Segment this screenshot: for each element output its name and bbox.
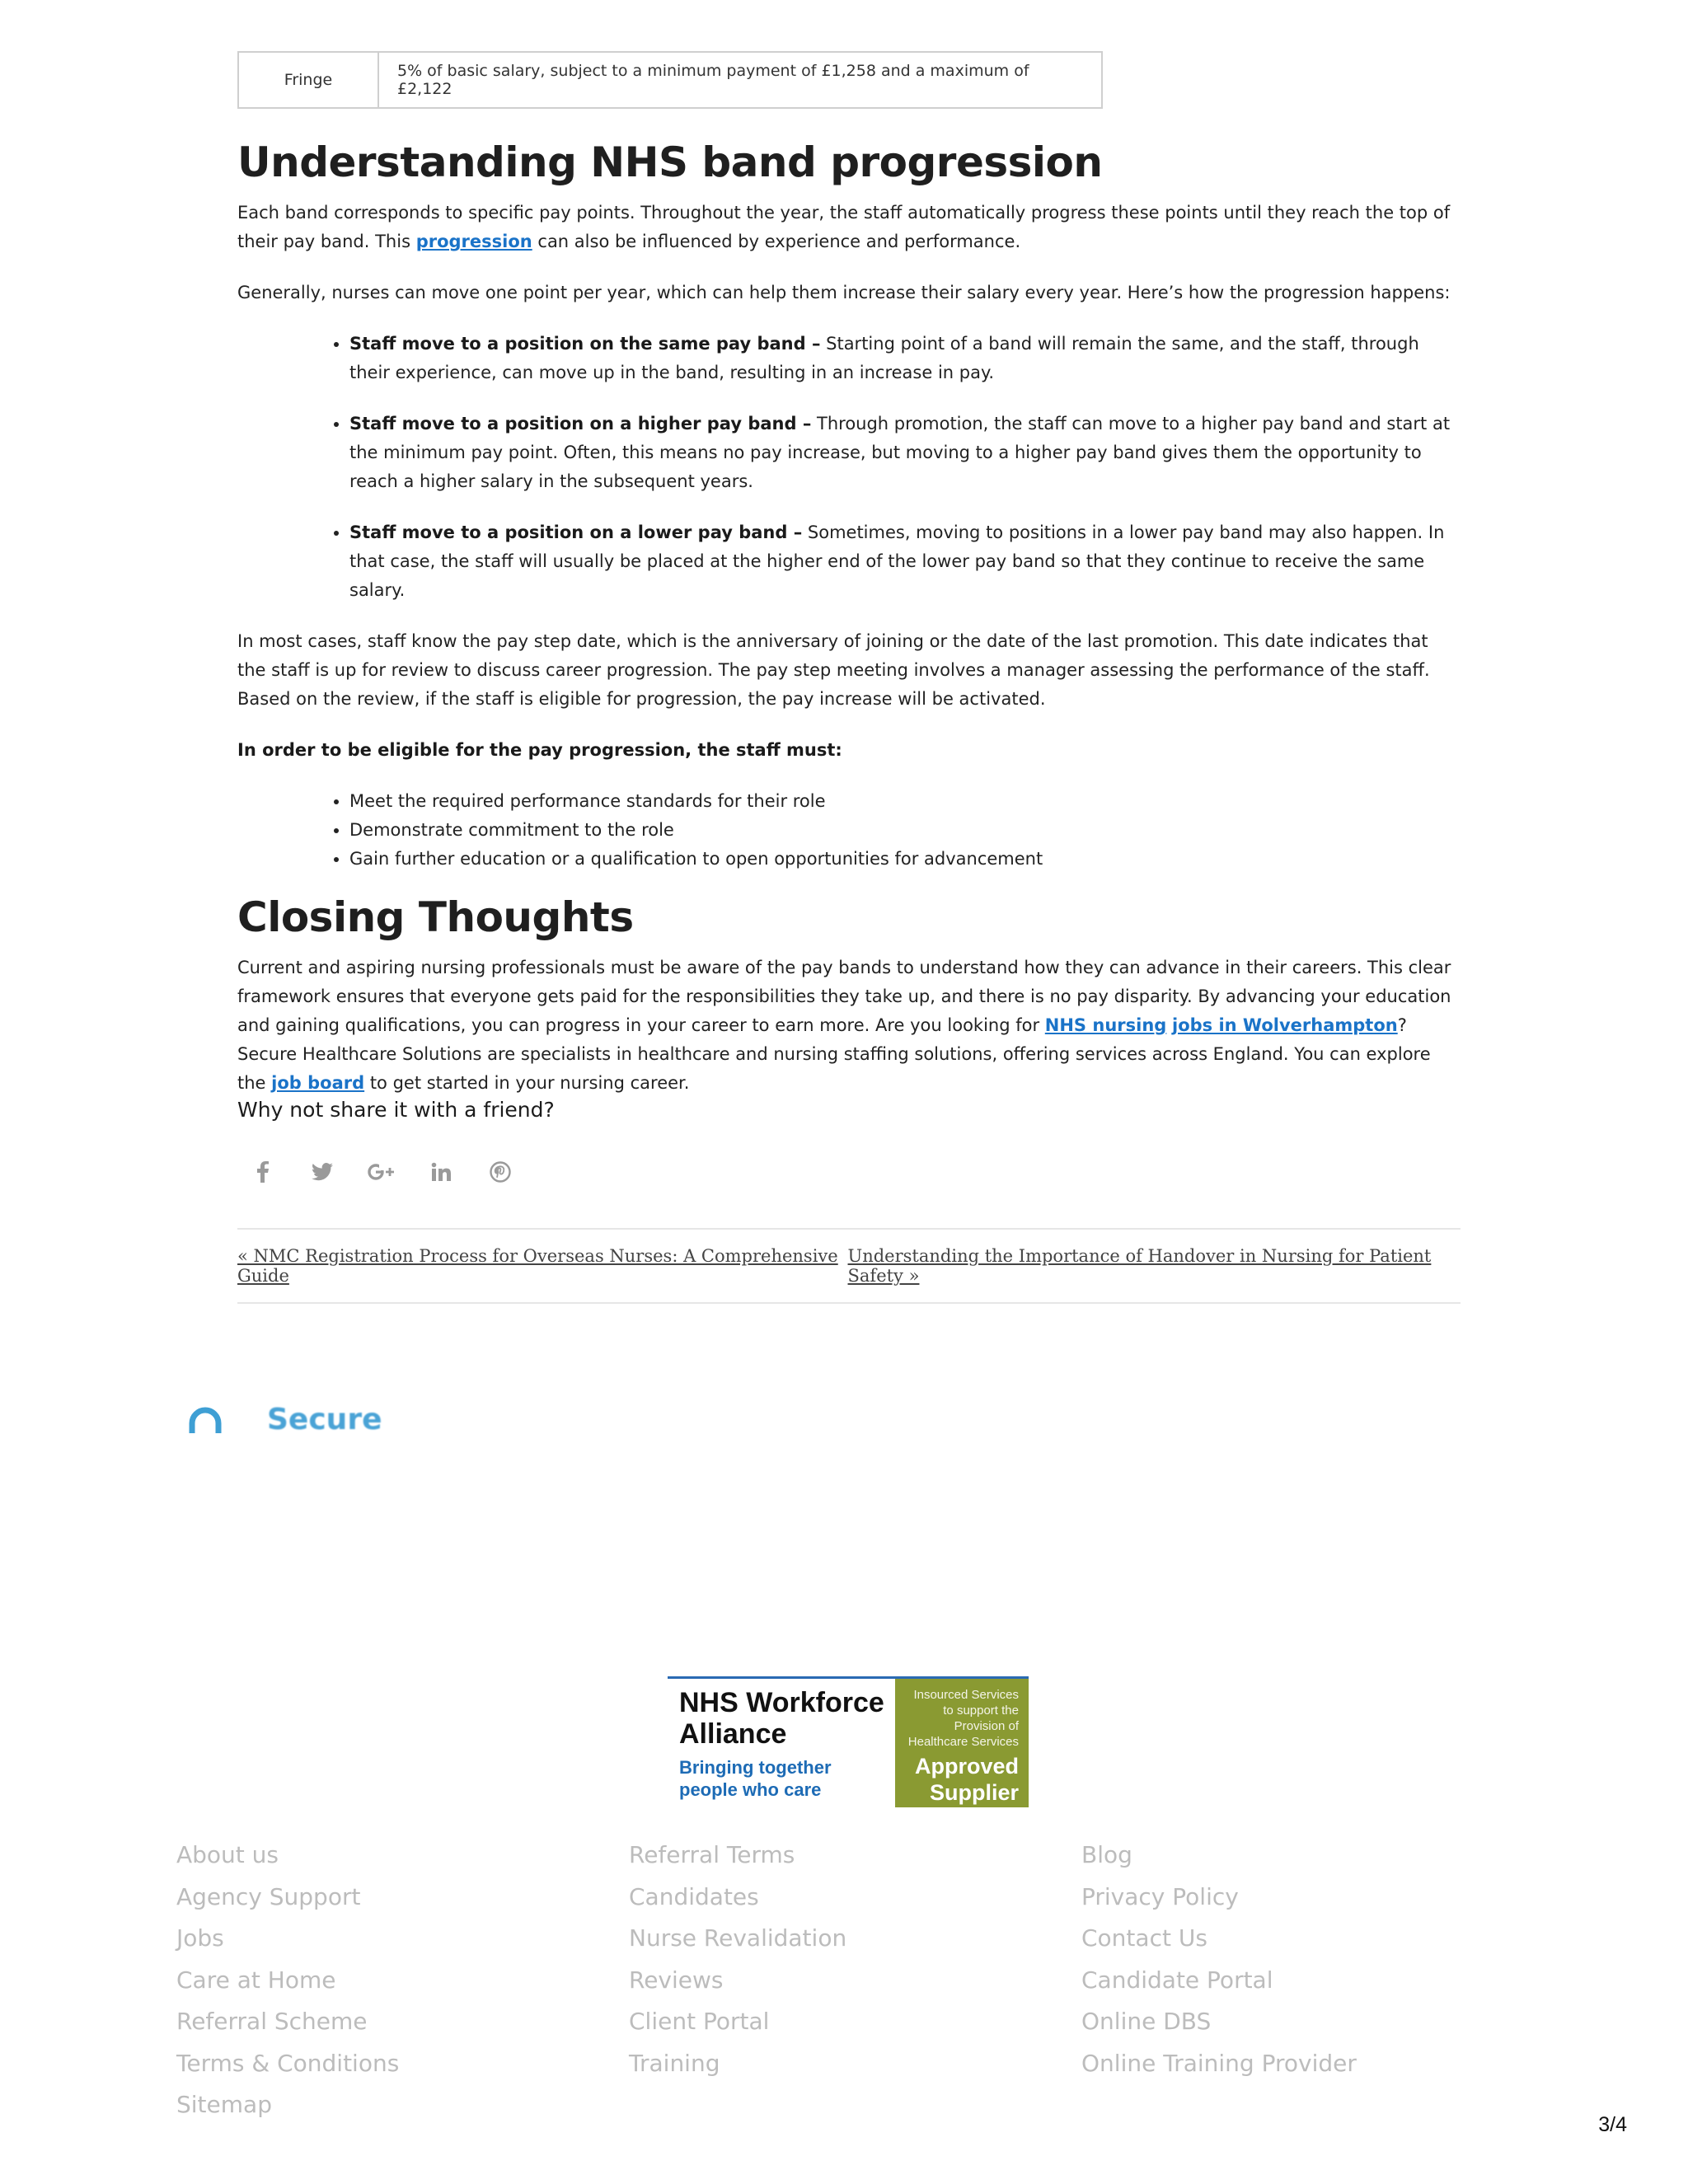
nhs-nursing-link[interactable]: NHS nursing [1044, 1015, 1167, 1035]
jobs-wolverhampton-link[interactable]: jobs in Wolverhampton [1172, 1015, 1398, 1035]
badge-caption-line: Insourced Services [913, 1688, 1019, 1702]
twitter-icon[interactable] [308, 1158, 336, 1186]
social-share-bar [249, 1158, 1461, 1186]
previous-post-link[interactable]: « NMC Registration Process for Overseas Nurses: A Comprehensive Guide [237, 1246, 838, 1286]
footer-link-client-portal[interactable]: Client Portal [629, 2008, 770, 2035]
footer-link-candidate-portal[interactable]: Candidate Portal [1081, 1966, 1273, 1994]
list-item: • Meet the required performance standards for their role [349, 787, 1461, 816]
footer-link-about-us[interactable]: About us [176, 1841, 279, 1868]
badge-supplier-line: Supplier [929, 1780, 1019, 1805]
table-cell-label: Fringe [238, 52, 378, 108]
list-item: • Staff move to a position on a higher pay band – Through promotion, the staff can move to a higher pay band and start at the minimum pay point. Often, this means no pay increase, but moving to a higher pay band gives them the opportunity to reach a higher salary in the subsequent years. [349, 410, 1461, 496]
badge-caption-line: to support the [943, 1704, 1019, 1718]
footer-link-contact-us[interactable]: Contact Us [1081, 1924, 1207, 1952]
page-number: 3/4 [1598, 2113, 1627, 2136]
nhs-workforce-alliance-badge [668, 1676, 1029, 1807]
section-heading-band-progression: Understanding NHS band progression [237, 138, 1103, 186]
share-title: Why not share it with a friend? [237, 1098, 555, 1122]
section-heading-closing-thoughts: Closing Thoughts [237, 893, 634, 941]
google-plus-icon[interactable] [368, 1158, 396, 1186]
table-cell-value: 5% of basic salary, subject to a minimum payment of £1,258 and a maximum of £2,122 [378, 52, 1102, 108]
post-navigation [237, 1228, 1461, 1304]
pinterest-icon[interactable] [486, 1158, 514, 1186]
job-board-link[interactable]: job board [271, 1073, 365, 1093]
footer-link-blog[interactable]: Blog [1081, 1841, 1132, 1868]
footer-link-privacy-policy[interactable]: Privacy Policy [1081, 1882, 1239, 1910]
logo-arch-icon [188, 1407, 223, 1433]
footer-link-care-at-home[interactable]: Care at Home [176, 1966, 336, 1994]
site-logo[interactable] [188, 1403, 382, 1436]
footer-column-3 [1081, 1835, 1357, 2084]
badge-tagline-line: people who care [679, 1779, 822, 1800]
logo-text: Secure [267, 1403, 382, 1436]
progression-list [237, 330, 1461, 605]
footer-link-referral-terms[interactable]: Referral Terms [629, 1841, 795, 1868]
badge-title-line: NHS Workforce [679, 1687, 884, 1718]
footer-link-agency-support[interactable]: Agency Support [176, 1882, 361, 1910]
paragraph: Current and aspiring nursing professionals must be aware of the pay bands to understand how they can advance in their careers. This clear framework ensures that everyone gets paid for the responsibilities they take up, and there is no pay disparity. By advancing your education and gaining qualifications, you can progress in your career to earn more. Are you looking for NHS nursing jobs in Wolverhampton? Secure Healthcare Solutions are specialists in healthcare and nursing staffing solutions, offering services across England. You can explore the job board to get started in your nursing career. [237, 958, 1451, 1093]
footer-link-sitemap[interactable]: Sitemap [176, 2091, 272, 2118]
eligibility-list [237, 787, 1461, 874]
progression-link[interactable]: progression [415, 232, 532, 251]
footer-link-reviews[interactable]: Reviews [629, 1966, 724, 1994]
footer-link-training[interactable]: Training [629, 2049, 720, 2077]
footer-column-1 [176, 1835, 399, 2126]
list-item: • Staff move to a position on a lower pay band – Sometimes, moving to positions in a lower pay band may also happen. In that case, the staff will usually be placed at the higher end of the lower pay band so that they continue to receive the same salary. [349, 518, 1461, 605]
paragraph: In most cases, staff know the pay step date, which is the anniversary of joining or the date of the last promotion. This date indicates that the staff is up for review to discuss career progression. The pay step meeting involves a manager assessing the performance of the staff. Based on the review, if the staff is eligible for progression, the pay increase will be activated. [237, 631, 1430, 709]
paragraph: Each band corresponds to specific pay points. Throughout the year, the staff automatically progress these points until they reach the top of their pay band. This progression can also be influenced by experience and performance. [237, 203, 1451, 251]
list-item: • Demonstrate commitment to the role [349, 816, 1461, 845]
footer-link-nurse-revalidation[interactable]: Nurse Revalidation [629, 1924, 847, 1952]
facebook-icon[interactable] [249, 1158, 277, 1186]
badge-caption-line: Healthcare Services [907, 1735, 1019, 1749]
footer-link-candidates[interactable]: Candidates [629, 1882, 759, 1910]
footer-link-online-dbs[interactable]: Online DBS [1081, 2008, 1212, 2035]
table-row [238, 52, 1102, 108]
footer-link-referral-scheme[interactable]: Referral Scheme [176, 2008, 368, 2035]
footer-column-2 [629, 1835, 846, 2084]
badge-caption-line: Provision of [954, 1719, 1019, 1733]
footer-link-jobs[interactable]: Jobs [176, 1924, 224, 1952]
article [237, 51, 1461, 1186]
list-item: • Staff move to a position on the same pay band – Starting point of a band will remain the same, and the staff, through their experience, can move up in the band, resulting in an increase in pay. [349, 330, 1461, 387]
paragraph: Generally, nurses can move one point per year, which can help them increase their salary every year. Here’s how the progression happens: [237, 283, 1451, 302]
badge-tagline-line: Bringing together [679, 1757, 832, 1778]
footer-link-online-training-provider[interactable]: Online Training Provider [1081, 2049, 1357, 2077]
eligibility-heading: In order to be eligible for the pay progression, the staff must: [237, 740, 842, 760]
list-item: • Gain further education or a qualification to open opportunities for advancement [349, 845, 1461, 874]
badge-approved-line: Approved [914, 1754, 1019, 1779]
footer-link-terms[interactable]: Terms & Conditions [176, 2049, 400, 2077]
pay-table [237, 51, 1103, 109]
next-post-link[interactable]: Understanding the Importance of Handover in Nursing for Patient Safety » [847, 1246, 1432, 1286]
badge-title-line: Alliance [679, 1718, 787, 1750]
linkedin-icon[interactable] [427, 1158, 455, 1186]
